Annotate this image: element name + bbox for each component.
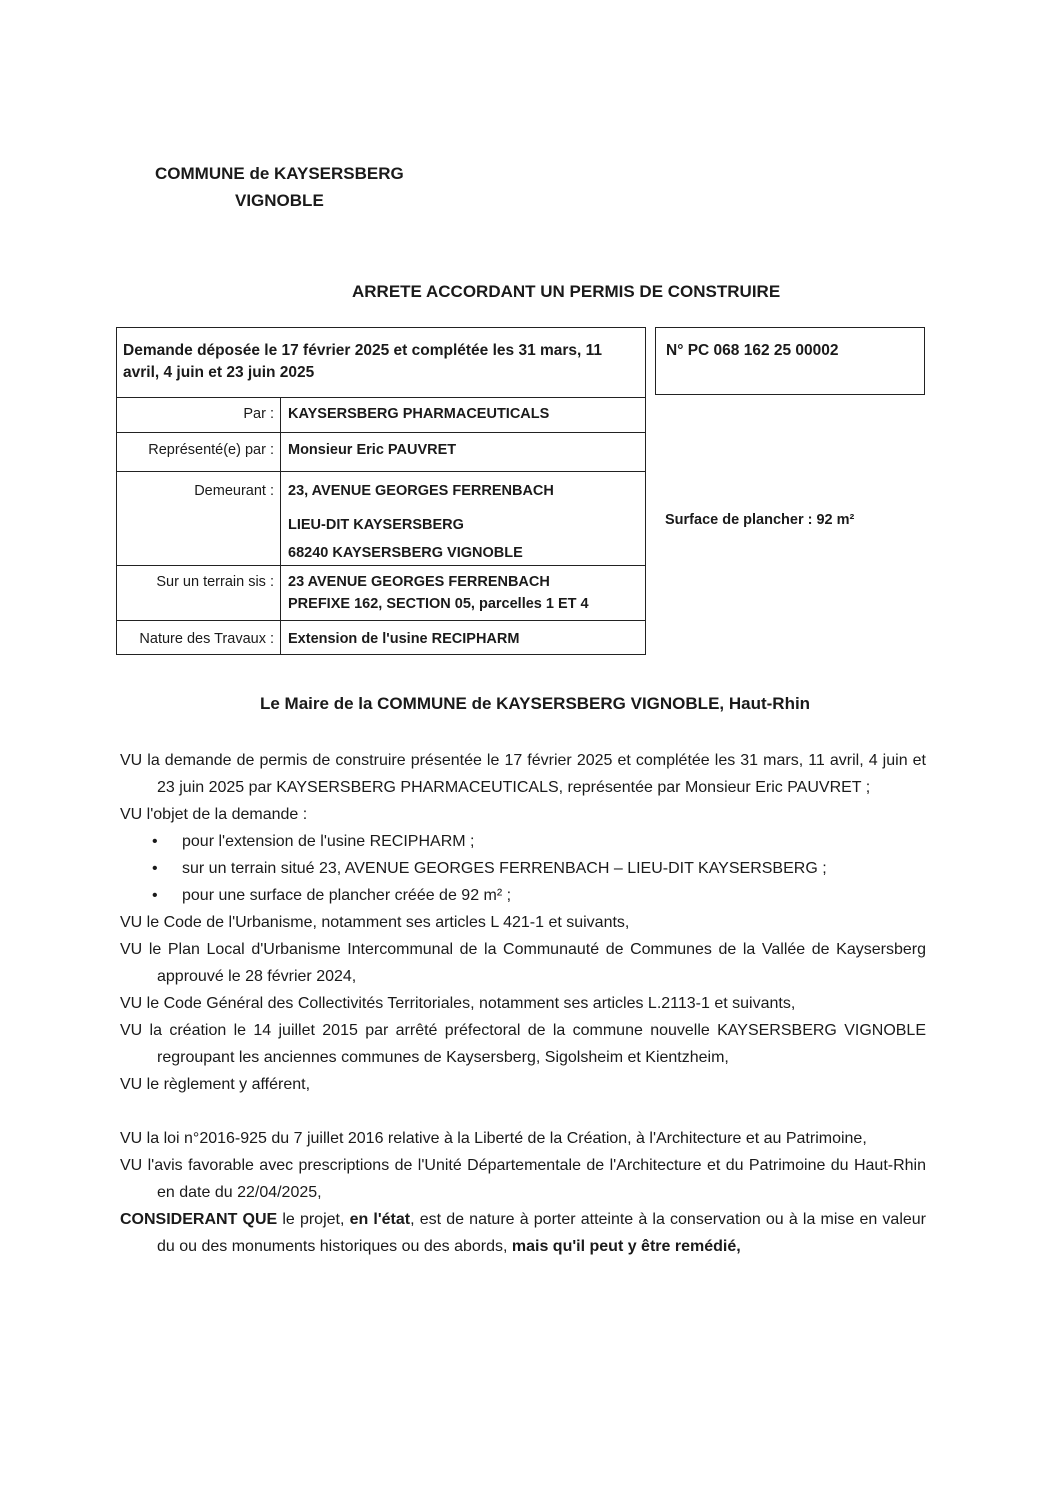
recital-vu9: VU l'avis favorable avec prescriptions de l'Unité Départementale de l'Architecture et du Patrimoine du Haut-Rhin en date du 22/04/2025, xyxy=(120,1157,926,1201)
commune-name-line1: COMMUNE de KAYSERSBERG xyxy=(155,164,404,183)
considerant-text: , est de nature à porter atteinte à la conservation ou à la mise en valeur du ou des monuments historiques ou des abords, xyxy=(157,1211,927,1255)
list-item xyxy=(120,855,926,882)
commune-header xyxy=(155,160,404,214)
considerant-emphasis: mais qu'il peut y être remédié, xyxy=(511,1238,741,1255)
recital-vu1: VU la demande de permis de construire présentée le 17 février 2025 et complétée les 31 mars, 11 avril, 4 juin et 23 juin 2025 par KAYSERSBERG PHARMACEUTICALS, représentée par Monsieur Eric PAUVRET ; xyxy=(120,752,926,796)
divider xyxy=(117,397,645,398)
list-item xyxy=(120,828,926,855)
terrain-line1: 23 AVENUE GEORGES FERRENBACH xyxy=(288,574,550,590)
terrain-line2: PREFIXE 162, SECTION 05, parcelles 1 ET 4 xyxy=(288,596,589,612)
list-item xyxy=(120,882,926,909)
divider xyxy=(117,432,645,433)
recital-vu2: VU l'objet de la demande : xyxy=(120,806,308,823)
document-title: ARRETE ACCORDANT UN PERMIS DE CONSTRUIRE xyxy=(352,282,781,301)
request-details-box xyxy=(116,327,646,655)
column-divider xyxy=(280,398,281,654)
considerant-emphasis: en l'état xyxy=(349,1211,411,1228)
demeurant-line3: 68240 KAYSERSBERG VIGNOBLE xyxy=(288,545,523,561)
recital-vu3: VU le Code de l'Urbanisme, notamment ses articles L 421-1 et suivants, xyxy=(120,914,630,931)
spacer xyxy=(120,1098,926,1125)
par-label: Par : xyxy=(243,406,274,422)
bullet-icon: • xyxy=(152,860,158,877)
demeurant-line2: LIEU-DIT KAYSERSBERG xyxy=(288,517,464,533)
demeurant-label: Demeurant : xyxy=(194,483,274,499)
divider xyxy=(117,565,645,566)
bullet-icon: • xyxy=(152,887,158,904)
nature-value: Extension de l'usine RECIPHARM xyxy=(288,631,520,647)
recital-vu7: VU le règlement y afférent, xyxy=(120,1076,311,1093)
par-value: KAYSERSBERG PHARMACEUTICALS xyxy=(288,406,550,422)
permit-number: N° PC 068 162 25 00002 xyxy=(666,342,839,359)
recital-vu8: VU la loi n°2016-925 du 7 juillet 2016 relative à la Liberté de la Création, à l'Architecture et au Patrimoine, xyxy=(120,1130,867,1147)
mayor-heading: Le Maire de la COMMUNE de KAYSERSBERG VIGNOBLE, Haut-Rhin xyxy=(260,694,811,713)
recital-considerant xyxy=(120,1206,926,1260)
recital-vu5: VU le Code Général des Collectivités Territoriales, notamment ses articles L.2113-1 et suivants, xyxy=(120,995,796,1012)
floor-area: Surface de plancher : 92 m² xyxy=(665,512,855,528)
considerant-text: le projet, xyxy=(277,1211,350,1228)
bullet-text: pour l'extension de l'usine RECIPHARM ; xyxy=(182,833,475,850)
considerant-keyword: CONSIDERANT QUE xyxy=(120,1211,278,1228)
recital-vu4: VU le Plan Local d'Urbanisme Intercommunal de la Communauté de Communes de la Vallée de Kaysersberg approuvé le 28 février 2024, xyxy=(120,941,926,985)
represente-value: Monsieur Eric PAUVRET xyxy=(288,442,457,458)
recitals xyxy=(120,747,926,1260)
permit-number-box xyxy=(655,327,925,395)
terrain-label: Sur un terrain sis : xyxy=(156,574,274,590)
demeurant-line1: 23, AVENUE GEORGES FERRENBACH xyxy=(288,483,554,499)
bullet-text: sur un terrain situé 23, AVENUE GEORGES FERRENBACH – LIEU-DIT KAYSERSBERG ; xyxy=(182,860,827,877)
bullet-icon: • xyxy=(152,833,158,850)
nature-label: Nature des Travaux : xyxy=(139,631,274,647)
request-date: Demande déposée le 17 février 2025 et complétée les 31 mars, 11 avril, 4 juin et 23 juin 2025 xyxy=(123,342,603,381)
bullet-text: pour une surface de plancher créée de 92 m² ; xyxy=(182,887,512,904)
divider xyxy=(117,620,645,621)
recital-vu6: VU la création le 14 juillet 2015 par arrêté préfectoral de la commune nouvelle KAYSERSBERG VIGNOBLE regroupant les anciennes communes de Kaysersberg, Sigolsheim et Kientzheim, xyxy=(120,1022,926,1066)
commune-name-line2: VIGNOBLE xyxy=(235,191,324,210)
divider xyxy=(117,471,645,472)
represente-label: Représenté(e) par : xyxy=(148,442,274,458)
